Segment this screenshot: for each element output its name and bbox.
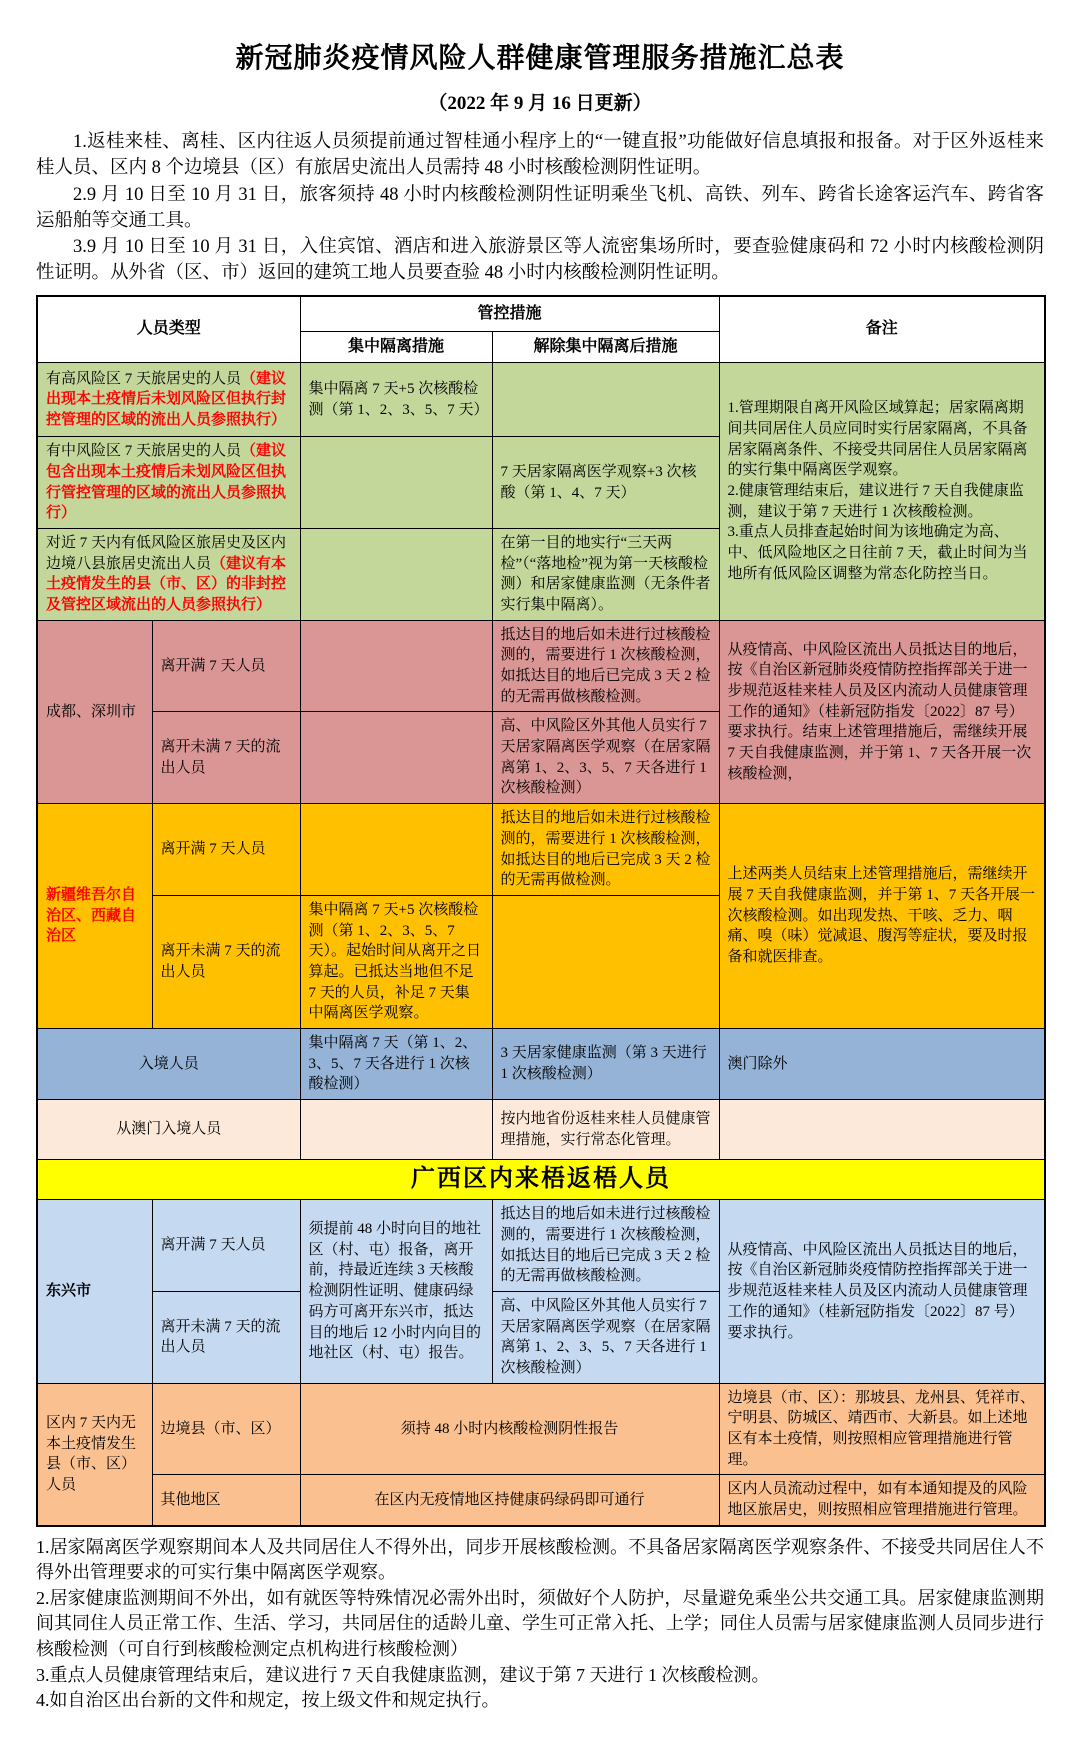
cell-chengdu-remark: 从疫情高、中风险区流出人员抵达目的地后，按《自治区新冠肺炎疫情防控指挥部关于进一步规范返桂来桂人员及区内流动人员健康管理工作的通知》（桂新冠防指发〔2022〕87 号）要求执行。结束上述管理措施后，需继续开展 7 天自我健康监测，并于第 1、7 天各开展一次核酸检测， — [719, 620, 1045, 804]
local-row-2 — [37, 1475, 1045, 1526]
cell-high-risk-type — [37, 363, 300, 437]
cell-chengdu-type-2: 离开未满 7 天的流出人员 — [152, 712, 300, 804]
cell-macau-remark — [719, 1100, 1045, 1160]
cell-risk-remark — [719, 363, 1045, 621]
measures-table — [36, 295, 1046, 1527]
local-row-1 — [37, 1383, 1045, 1475]
footnote-2: 2.居家健康监测期间不外出，如有就医等特殊情况必需外出时，须做好个人防护，尽量避免乘坐公共交通工具。居家健康监测期间其同住人员正常工作、生活、学习，共同居住的适龄儿童、学生可正常入托、上学；同住人员需与居家健康监测人员同步进行核酸检测（可自行到核酸检测定点机构进行核酸检测） — [36, 1587, 1044, 1660]
low-risk-type-note: （建议有本土疫情发生的县（市、区）的非封控及管控区域流出的人员参照执行） — [46, 555, 287, 613]
cell-entry-label: 入境人员 — [37, 1029, 300, 1100]
medium-risk-type-note: （建议包含出现本土疫情后未划风险区但执行管控管理的区域的流出人员参照执行） — [46, 443, 287, 522]
cell-low-risk-post: 在第一目的地实行“三天两检”（“落地检”视为第一天核酸检测）和居家健康监测（无条件者实行集中隔离）。 — [492, 528, 719, 620]
col-header-control-measures: 管控措施 — [300, 296, 719, 332]
col-header-centralized-quarantine: 集中隔离措施 — [300, 332, 492, 363]
dongxing-row-1 — [37, 1200, 1045, 1292]
cell-dongxing-post-2: 高、中风险区外其他人员实行 7 天居家隔离医学观察（在居家隔离第 1、2、3、5、7 天各进行 1 次核酸检测） — [492, 1291, 719, 1383]
low-risk-type-text: 对近 7 天内有低风险区旅居史及区内边境八县旅居史流出人员 — [46, 534, 287, 572]
cell-xinjiang-post-1: 抵达目的地后如未进行过核酸检测的，需要进行 1 次核酸检测，如抵达目的地后已完成 3 天 2 检的无需再做检测。 — [492, 804, 719, 896]
cell-dongxing-type-1: 离开满 7 天人员 — [152, 1200, 300, 1292]
cell-local-measure-1: 须持 48 小时内核酸检测阴性报告 — [300, 1383, 719, 1475]
cell-chengdu-post-1: 抵达目的地后如未进行过核酸检测的，需要进行 1 次核酸检测，如抵达目的地后已完成 3 天 2 检的无需再做核酸检测。 — [492, 620, 719, 712]
xinjiang-row-1 — [37, 804, 1045, 896]
cell-xinjiang-post-2 — [492, 895, 719, 1028]
entry-row — [37, 1029, 1045, 1100]
cell-entry-remark: 澳门除外 — [719, 1029, 1045, 1100]
cell-macau-label: 从澳门入境人员 — [37, 1100, 300, 1160]
intro-section — [36, 129, 1044, 287]
cell-low-risk-quarantine — [300, 528, 492, 620]
header-row-1 — [37, 296, 1045, 332]
footnote-3: 3.重点人员健康管理结束后，建议进行 7 天自我健康监测，建议于第 7 天进行 1 次核酸检测。 — [36, 1664, 770, 1685]
high-risk-type-note: （建议出现本土疫情后未划风险区但执行封控管理的区域的流出人员参照执行） — [46, 370, 287, 429]
footnote-1: 1.居家隔离医学观察期间本人及共同居住人不得外出，同步开展核酸检测。不具备居家隔离医学观察条件、不接受共同居住人不得外出管理要求的可实行集中隔离医学观察。 — [36, 1536, 1044, 1583]
risk-remark-line-3: 3.重点人员排查起始时间为该地确定为高、中、低风险地区之日往前 7 天，截止时间为当地所有低风险区调整为常态化防控当日。 — [727, 524, 1028, 582]
cell-macau-post: 按内地省份返桂来桂人员健康管理措施，实行常态化管理。 — [492, 1100, 719, 1160]
guangxi-banner: 广西区内来梧返梧人员 — [37, 1160, 1045, 1200]
cell-dongxing-quarantine: 须提前 48 小时向目的地社区（村、屯）报备，离开前，持最近连续 3 天核酸检测阴性证明、健康码绿码方可离开东兴市，抵达目的地后 12 小时内向目的地社区（村、屯）报告。 — [300, 1200, 492, 1384]
cell-local-type-1: 边境县（市、区） — [152, 1383, 300, 1475]
risk-remark-line-1: 1.管理期限自离开风险区域算起；居家隔离期间共同居住人员应同时实行居家隔离，不具备居家隔离条件、不接受共同居住人员居家隔离的实行集中隔离医学观察。 — [727, 400, 1028, 479]
cell-chengdu-quarantine-1 — [300, 620, 492, 712]
risk-remark-line-2: 2.健康管理结束后，建议进行 7 天自我健康监测，建议于第 7 天进行 1 次核酸检测。 — [727, 483, 1024, 520]
risk-row-high — [37, 363, 1045, 437]
cell-local-remark-1: 边境县（市、区）：那坡县、龙州县、凭祥市、宁明县、防城区、靖西市、大新县。如上述地区有本土疫情，则按照相应管理措施进行管理。 — [719, 1383, 1045, 1475]
cell-chengdu-post-2: 高、中风险区外其他人员实行 7 天居家隔离医学观察（在居家隔离第 1、2、3、5、7 天各进行 1 次核酸检测） — [492, 712, 719, 804]
cell-medium-risk-post: 7 天居家隔离医学观察+3 次核酸（第 1、4、7 天） — [492, 437, 719, 529]
col-header-post-quarantine: 解除集中隔离后措施 — [492, 332, 719, 363]
col-header-person-type: 人员类型 — [37, 296, 300, 363]
page-title: 新冠肺炎疫情风险人群健康管理服务措施汇总表 — [235, 43, 845, 74]
cell-low-risk-type — [37, 528, 300, 620]
cell-medium-risk-type — [37, 437, 300, 529]
cell-xinjiang-remark: 上述两类人员结束上述管理措施后，需继续开展 7 天自我健康监测，并于第 1、7 天各开展一次核酸检测。如出现发热、干咳、乏力、咽痛、嗅（味）觉减退、腹泻等症状，要及时报备和就医排查。 — [719, 804, 1045, 1029]
cell-chengdu-label: 成都、深圳市 — [37, 620, 152, 804]
cell-local-remark-2: 区内人员流动过程中，如有本通知提及的风险地区旅居史，则按照相应管理措施进行管理。 — [719, 1475, 1045, 1526]
macau-row — [37, 1100, 1045, 1160]
cell-chengdu-type-1: 离开满 7 天人员 — [152, 620, 300, 712]
cell-local-measure-2: 在区内无疫情地区持健康码绿码即可通行 — [300, 1475, 719, 1526]
cell-entry-quarantine: 集中隔离 7 天（第 1、2、3、5、7 天各进行 1 次核酸检测） — [300, 1029, 492, 1100]
cell-xinjiang-type-2: 离开未满 7 天的流出人员 — [152, 895, 300, 1028]
cell-dongxing-post-1: 抵达目的地后如未进行过核酸检测的，需要进行 1 次核酸检测，如抵达目的地后已完成 3 天 2 检的无需再做核酸检测。 — [492, 1200, 719, 1292]
col-header-remarks: 备注 — [719, 296, 1045, 363]
cell-dongxing-type-2: 离开未满 7 天的流出人员 — [152, 1291, 300, 1383]
chengdu-row-1 — [37, 620, 1045, 712]
cell-dongxing-label: 东兴市 — [37, 1200, 152, 1384]
cell-high-risk-post — [492, 363, 719, 437]
high-risk-type-text: 有高风险区 7 天旅居史的人员 — [46, 370, 242, 387]
intro-paragraph-3: 3.9 月 10 日至 10 月 31 日，入住宾馆、酒店和进入旅游景区等人流密集场所时，要查验健康码和 72 小时内核酸检测阴性证明。从外省（区、市）返回的建筑工地人员要查验 48 小时内核酸检测阴性证明。 — [36, 237, 1044, 284]
intro-paragraph-1: 1.返桂来桂、离桂、区内往返人员须提前通过智桂通小程序上的“一键直报”功能做好信息填报和报备。对于区外返桂来桂人员、区内 8 个边境县（区）有旅居史流出人员需持 48 小时核酸检测阴性证明。 — [36, 132, 1044, 179]
footnotes-section — [36, 1535, 1044, 1714]
cell-chengdu-quarantine-2 — [300, 712, 492, 804]
cell-xinjiang-type-1: 离开满 7 天人员 — [152, 804, 300, 896]
cell-macau-quarantine — [300, 1100, 492, 1160]
cell-xinjiang-quarantine-1 — [300, 804, 492, 896]
update-date: （2022 年 9 月 16 日更新） — [428, 93, 652, 114]
footnote-4: 4.如自治区出台新的文件和规定，按上级文件和规定执行。 — [36, 1690, 500, 1711]
medium-risk-type-text: 有中风险区 7 天旅居史的人员 — [46, 443, 242, 460]
intro-paragraph-2: 2.9 月 10 日至 10 月 31 日，旅客须持 48 小时内核酸检测阴性证明乘坐飞机、高铁、列车、跨省长途客运汽车、跨省客运船舶等交通工具。 — [36, 184, 1044, 231]
cell-local-label: 区内 7 天内无本土疫情发生县（市、区）人员 — [37, 1383, 152, 1526]
cell-high-risk-quarantine: 集中隔离 7 天+5 次核酸检测（第 1、2、3、5、7 天） — [300, 363, 492, 437]
cell-medium-risk-quarantine — [300, 437, 492, 529]
cell-local-type-2: 其他地区 — [152, 1475, 300, 1526]
cell-xinjiang-quarantine-2: 集中隔离 7 天+5 次核酸检测（第 1、2、3、5、7 天）。起始时间从离开之日算起。已抵达当地但不足 7 天的人员，补足 7 天集中隔离医学观察。 — [300, 895, 492, 1028]
cell-xinjiang-label: 新疆维吾尔自治区、西藏自治区 — [37, 804, 152, 1029]
cell-dongxing-remark: 从疫情高、中风险区流出人员抵达目的地后，按《自治区新冠肺炎疫情防控指挥部关于进一步规范返桂来桂人员及区内流动人员健康管理工作的通知》（桂新冠防指发〔2022〕87 号）要求执行。 — [719, 1200, 1045, 1384]
cell-entry-post: 3 天居家健康监测（第 3 天进行 1 次核酸检测） — [492, 1029, 719, 1100]
banner-row — [37, 1160, 1045, 1200]
